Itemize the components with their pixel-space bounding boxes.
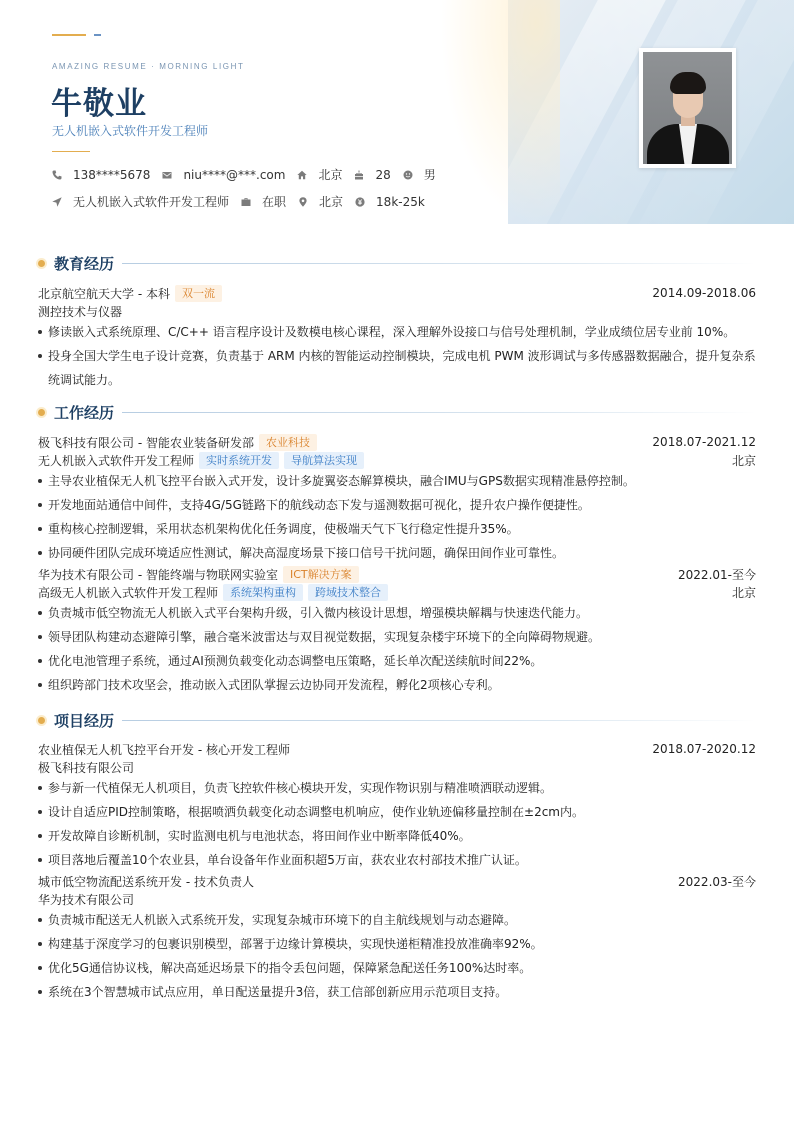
job-dates: 2022.01-至今	[678, 567, 756, 582]
list-item: 构建基于深度学习的包裹识别模型，部署于边缘计算模块，实现快递柜精准投放准确率92%。	[38, 932, 756, 956]
section-title: 项目经历	[54, 711, 115, 730]
job-dates: 2018.07-2021.12	[652, 435, 756, 449]
candidate-role: 无人机嵌入式软件开发工程师	[52, 124, 209, 138]
contact-email-text: niu****@***.com	[183, 167, 286, 182]
job-bullets	[38, 469, 756, 565]
section-header	[38, 402, 756, 422]
contact-target-role-text: 无人机嵌入式软件开发工程师	[73, 195, 230, 209]
job-company: 极飞科技有限公司 - 智能农业装备研发部	[38, 435, 254, 450]
project-org-line	[38, 890, 756, 908]
job-company-line	[38, 565, 756, 583]
project-org: 极飞科技有限公司	[38, 760, 135, 775]
education-dates: 2014.09-2018.06	[652, 286, 756, 300]
contact-phone	[52, 168, 150, 182]
education-section	[38, 253, 756, 392]
list-item: 开发地面站通信中间件，支持4G/5G链路下的航线动态下发与遥测数据可视化，提升农户操作便捷性。	[38, 493, 756, 517]
salary-icon	[355, 197, 365, 207]
contact-target-city-text: 北京	[319, 195, 344, 209]
section-rule	[122, 263, 756, 264]
header-glow	[440, 0, 560, 224]
list-item: 开发故障自诊断机制，实时监测电机与电池状态，将田间作业中断率降低40%。	[38, 824, 756, 848]
project-title-line	[38, 740, 756, 758]
contact-salary	[355, 195, 425, 209]
job-company-line	[38, 433, 756, 451]
list-item: 系统在3个智慧城市试点应用，单日配送量提升3倍，获工信部创新应用示范项目支持。	[38, 980, 756, 1004]
list-item: 修读嵌入式系统原理、C/C++ 语言程序设计及数模电核心课程，深入理解外设接口与信号处理机制，学业成绩位居专业前 10%。	[38, 320, 756, 344]
projects-section	[38, 710, 756, 1004]
list-item: 参与新一代植保无人机项目，负责飞控软件核心模块开发，实现作物识别与精准喷洒联动逻辑。	[38, 776, 756, 800]
role-divider	[52, 151, 90, 152]
contact-salary-text: 18k-25k	[376, 194, 425, 209]
contact-email	[162, 168, 285, 182]
list-item: 负责城市配送无人机嵌入式系统开发，实现复杂城市环境下的自主航线规划与动态避障。	[38, 908, 756, 932]
contact-city-text: 北京	[318, 168, 343, 182]
project-title-line	[38, 872, 756, 890]
project-org-line	[38, 758, 756, 776]
job-skill-tag: 跨域技术整合	[308, 584, 388, 601]
contact-status	[241, 193, 286, 210]
school-name: 北京航空航天大学 - 本科	[38, 286, 170, 301]
job-city: 北京	[731, 585, 756, 600]
list-item: 主导农业植保无人机飞控平台嵌入式开发，设计多旋翼姿态解算模块，融合IMU与GPS数据实现精准悬停控制。	[38, 469, 756, 493]
section-dot-icon	[38, 260, 45, 267]
contact-age-text: 28	[375, 167, 391, 182]
gender-icon	[403, 170, 413, 180]
contact-age	[354, 168, 390, 182]
job-position: 高级无人机嵌入式软件开发工程师	[38, 585, 219, 600]
contact-phone-text: 138****5678	[73, 167, 151, 182]
briefcase-icon	[241, 197, 251, 207]
job-company-tag: 农业科技	[259, 434, 317, 451]
work-section	[38, 402, 756, 697]
project-name: 农业植保无人机飞控平台开发 - 核心开发工程师	[38, 742, 290, 757]
contact-target-role	[52, 193, 229, 210]
list-item: 组织跨部门技术攻坚会，推动嵌入式团队掌握云边协同开发流程，孵化2项核心专利。	[38, 673, 756, 697]
list-item: 优化5G通信协议栈，解决高延迟场景下的指令丢包问题，保障紧急配送任务100%达时率。	[38, 956, 756, 980]
education-major-line	[38, 302, 756, 320]
list-item: 项目落地后覆盖10个农业县，单台设备年作业面积超5万亩，获农业农村部技术推广认证。	[38, 848, 756, 872]
list-item: 协同硬件团队完成环境适应性测试，解决高湿度场景下接口信号干扰问题，确保田间作业可靠性。	[38, 541, 756, 565]
send-icon	[52, 197, 62, 207]
section-header	[38, 710, 756, 730]
job-city: 北京	[731, 453, 756, 468]
contact-target-city	[298, 193, 343, 210]
list-item: 重构核心控制逻辑，采用状态机架构优化任务调度，使极端天气下飞行稳定性提升35%。	[38, 517, 756, 541]
project-bullets	[38, 776, 756, 872]
list-item: 设计自适应PID控制策略，根据喷洒负载变化动态调整电机响应，使作业轨迹偏移量控制在±2cm内。	[38, 800, 756, 824]
list-item: 领导团队构建动态避障引擎，融合毫米波雷达与双目视觉数据，实现复杂楼宇环境下的全向障碍物规避。	[38, 625, 756, 649]
job-position-line	[38, 451, 756, 469]
cake-icon	[354, 170, 364, 180]
education-bullets	[38, 320, 756, 392]
section-dot-icon	[38, 409, 45, 416]
job-skill-tag: 导航算法实现	[284, 452, 364, 469]
project-dates: 2018.07-2020.12	[652, 742, 756, 756]
contact-gender-text: 男	[423, 168, 436, 182]
project-dates: 2022.03-至今	[678, 874, 756, 889]
job-bullets	[38, 601, 756, 697]
list-item: 负责城市低空物流无人机嵌入式平台架构升级，引入微内核设计思想，增强模块解耦与快速迭代能力。	[38, 601, 756, 625]
section-title: 工作经历	[54, 403, 115, 422]
location-pin-icon	[298, 197, 308, 207]
project-org: 华为技术有限公司	[38, 892, 135, 907]
job-position-line	[38, 583, 756, 601]
project-entry	[38, 872, 756, 1004]
job-entry	[38, 433, 756, 565]
avatar	[643, 52, 732, 164]
project-bullets	[38, 908, 756, 1004]
profile-photo	[639, 48, 736, 168]
job-company: 华为技术有限公司 - 智能终端与物联网实验室	[38, 567, 278, 582]
header-kicker: AMAZING RESUME · MORNING LIGHT	[52, 62, 245, 71]
job-company-tag: ICT解决方案	[283, 566, 359, 583]
contact-row-1	[52, 166, 448, 183]
education-major: 测控技术与仪器	[38, 304, 123, 319]
phone-icon	[52, 170, 62, 180]
home-icon	[297, 170, 307, 180]
contact-city	[297, 166, 342, 183]
job-skill-tag: 系统架构重构	[223, 584, 303, 601]
job-entry	[38, 565, 756, 697]
contact-row-2	[52, 193, 437, 210]
list-item: 优化电池管理子系统，通过AI预测负载变化动态调整电压策略，延长单次配送续航时间22%。	[38, 649, 756, 673]
school-tag: 双一流	[175, 285, 222, 302]
section-rule	[122, 412, 756, 413]
section-rule	[122, 720, 756, 721]
contact-status-text: 在职	[262, 195, 287, 209]
list-item: 投身全国大学生电子设计竞赛，负责基于 ARM 内核的智能运动控制模块，完成电机 PWM 波形调试与多传感器数据融合，提升复杂系统调试能力。	[38, 344, 756, 392]
job-skill-tag: 实时系统开发	[199, 452, 279, 469]
job-position: 无人机嵌入式软件开发工程师	[38, 453, 195, 468]
candidate-name: 牛敬业	[51, 86, 147, 122]
section-dot-icon	[38, 717, 45, 724]
contact-gender	[403, 166, 436, 183]
project-name: 城市低空物流配送系统开发 - 技术负责人	[38, 874, 254, 889]
mail-icon	[162, 170, 172, 180]
project-entry	[38, 740, 756, 872]
section-title: 教育经历	[54, 254, 115, 273]
education-school-line	[38, 284, 756, 302]
section-header	[38, 253, 756, 273]
